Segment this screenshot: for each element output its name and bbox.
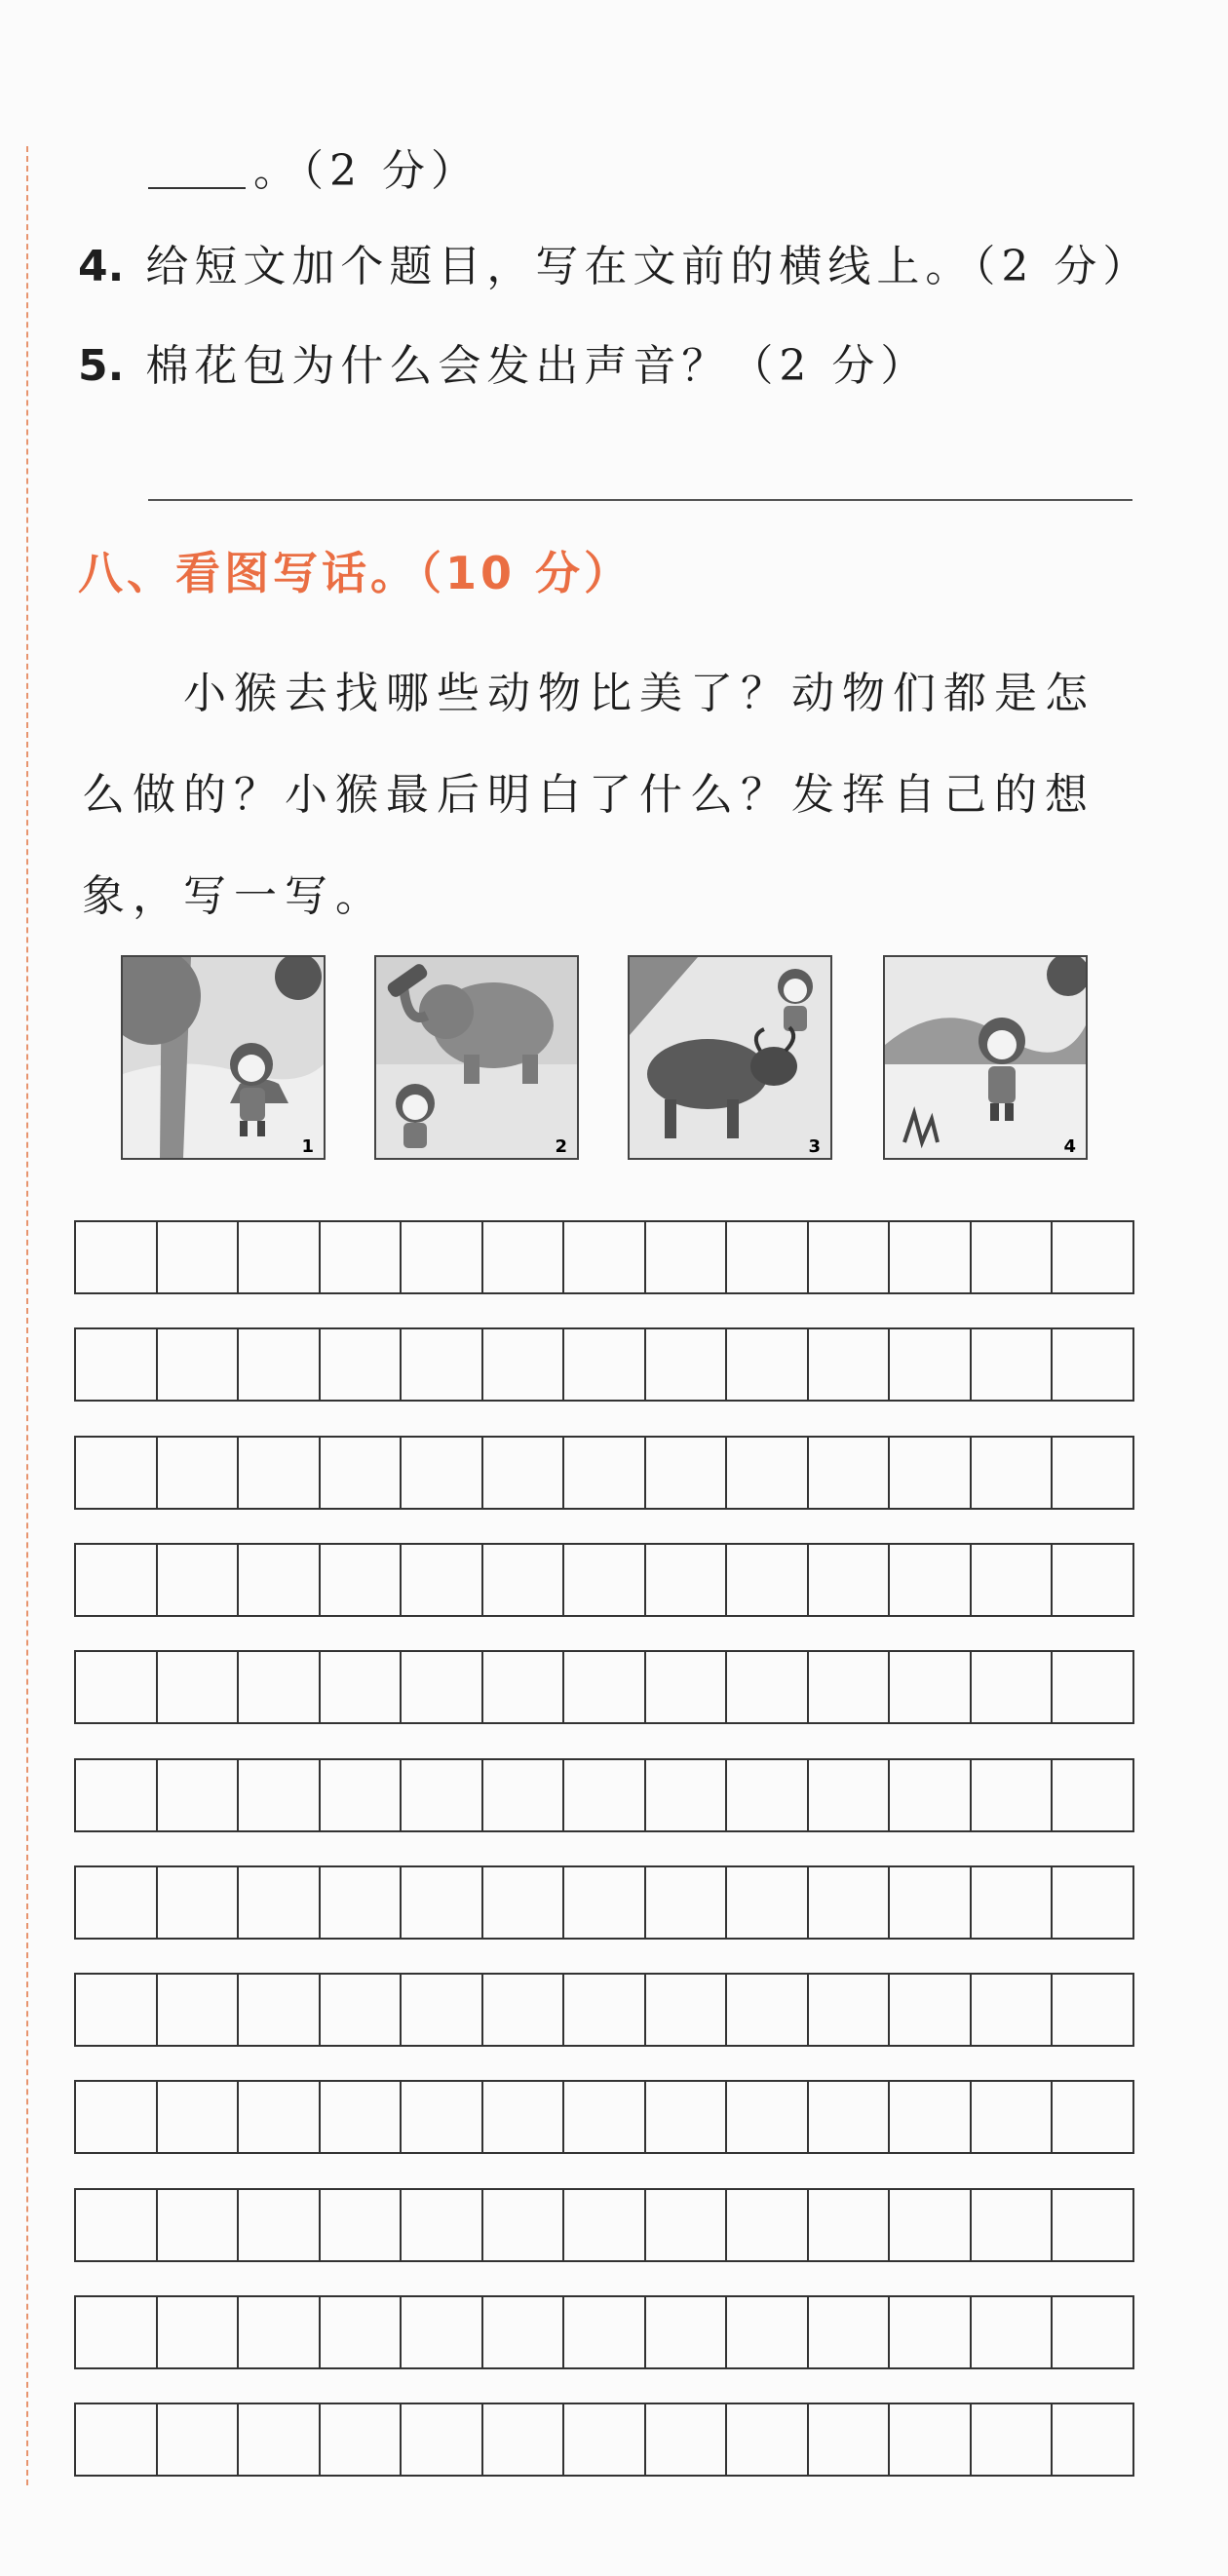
grid-cell[interactable]	[76, 1222, 158, 1292]
grid-cell[interactable]	[321, 1545, 403, 1615]
grid-cell[interactable]	[158, 1329, 240, 1400]
grid-cell[interactable]	[727, 2082, 809, 2152]
panel-number: 1	[301, 1136, 314, 1157]
grid-cell[interactable]	[809, 1867, 891, 1938]
grid-cell[interactable]	[646, 2297, 728, 2367]
grid-cell[interactable]	[76, 2297, 158, 2367]
grid-cell[interactable]	[1053, 2190, 1132, 2260]
grid-cell[interactable]	[727, 1545, 809, 1615]
grid-cell[interactable]	[972, 2082, 1054, 2152]
grid-cell[interactable]	[809, 1438, 891, 1508]
grid-cell[interactable]	[809, 1222, 891, 1292]
grid-cell[interactable]	[402, 1438, 483, 1508]
grid-cell[interactable]	[402, 1545, 483, 1615]
grid-cell[interactable]	[402, 2297, 483, 2367]
grid-cell[interactable]	[564, 1652, 646, 1722]
grid-cell[interactable]	[727, 2404, 809, 2475]
grid-cell[interactable]	[402, 2404, 483, 2475]
grid-cell[interactable]	[321, 1867, 403, 1938]
picture-panel-3	[628, 955, 832, 1160]
grid-cell[interactable]	[972, 2297, 1054, 2367]
grid-cell[interactable]	[239, 2404, 321, 2475]
grid-cell[interactable]	[483, 1652, 565, 1722]
grid-cell[interactable]	[483, 1222, 565, 1292]
picture-panel-4	[883, 955, 1088, 1160]
grid-cell[interactable]	[972, 1438, 1054, 1508]
grid-cell[interactable]	[727, 1329, 809, 1400]
grid-row	[74, 1436, 1134, 1510]
grid-cell[interactable]	[158, 2404, 240, 2475]
grid-cell[interactable]	[646, 1760, 728, 1830]
grid-cell[interactable]	[76, 2190, 158, 2260]
grid-cell[interactable]	[809, 1545, 891, 1615]
grid-cell[interactable]	[564, 1222, 646, 1292]
grid-cell[interactable]	[158, 1652, 240, 1722]
grid-cell[interactable]	[564, 1760, 646, 1830]
writing-prompt: 小猴去找哪些动物比美了？动物们都是怎么做的？小猴最后明白了什么？发挥自己的想象，写一写。	[82, 669, 1095, 921]
grid-cell[interactable]	[646, 2190, 728, 2260]
grid-cell[interactable]	[646, 1222, 728, 1292]
section-heading: 八、看图写话。（10 分）	[78, 547, 633, 599]
grid-row	[74, 1650, 1134, 1724]
grid-cell[interactable]	[158, 1975, 240, 2045]
grid-cell[interactable]	[158, 2297, 240, 2367]
grid-cell[interactable]	[483, 1438, 565, 1508]
grid-cell[interactable]	[564, 2404, 646, 2475]
grid-cell[interactable]	[809, 2297, 891, 2367]
grid-cell[interactable]	[646, 1545, 728, 1615]
grid-row	[74, 2295, 1134, 2369]
grid-cell[interactable]	[564, 2082, 646, 2152]
grid-cell[interactable]	[402, 2190, 483, 2260]
grid-row	[74, 1543, 1134, 1617]
question-4	[78, 238, 1151, 296]
grid-cell[interactable]	[1053, 1867, 1132, 1938]
grid-cell[interactable]	[809, 1975, 891, 2045]
grid-cell[interactable]	[972, 1222, 1054, 1292]
grid-cell[interactable]	[972, 1329, 1054, 1400]
grid-cell[interactable]	[564, 1867, 646, 1938]
question-5	[78, 337, 929, 396]
answer-line[interactable]	[148, 499, 1132, 501]
grid-cell[interactable]	[239, 1867, 321, 1938]
grid-cell[interactable]	[890, 1867, 972, 1938]
grid-cell[interactable]	[239, 2190, 321, 2260]
grid-cell[interactable]	[483, 2190, 565, 2260]
writing-grid[interactable]	[74, 1220, 1134, 2472]
grid-cell[interactable]	[239, 1652, 321, 1722]
grid-cell[interactable]	[809, 1652, 891, 1722]
grid-cell[interactable]	[76, 1329, 158, 1400]
grid-cell[interactable]	[646, 1652, 728, 1722]
grid-cell[interactable]	[646, 2082, 728, 2152]
grid-cell[interactable]	[483, 1545, 565, 1615]
grid-cell[interactable]	[727, 2297, 809, 2367]
grid-cell[interactable]	[646, 1329, 728, 1400]
grid-cell[interactable]	[646, 1975, 728, 2045]
grid-cell[interactable]	[402, 2082, 483, 2152]
grid-cell[interactable]	[239, 2297, 321, 2367]
grid-cell[interactable]	[158, 1438, 240, 1508]
grid-cell[interactable]	[239, 1975, 321, 2045]
grid-cell[interactable]	[564, 1545, 646, 1615]
grid-row	[74, 2080, 1134, 2154]
grid-cell[interactable]	[76, 2082, 158, 2152]
grid-cell[interactable]	[890, 2082, 972, 2152]
grid-cell[interactable]	[321, 1652, 403, 1722]
panel-number: 4	[1063, 1136, 1076, 1157]
grid-cell[interactable]	[890, 1545, 972, 1615]
grid-cell[interactable]	[76, 2404, 158, 2475]
grid-row	[74, 2403, 1134, 2477]
grid-cell[interactable]	[321, 2297, 403, 2367]
grid-cell[interactable]	[76, 1867, 158, 1938]
grid-cell[interactable]	[890, 1760, 972, 1830]
grid-cell[interactable]	[890, 2297, 972, 2367]
grid-cell[interactable]	[1053, 1438, 1132, 1508]
grid-cell[interactable]	[564, 1438, 646, 1508]
grid-cell[interactable]	[483, 2297, 565, 2367]
grid-cell[interactable]	[1053, 1652, 1132, 1722]
grid-cell[interactable]	[727, 1652, 809, 1722]
grid-cell[interactable]	[1053, 2297, 1132, 2367]
grid-cell[interactable]	[402, 1652, 483, 1722]
grid-cell[interactable]	[321, 2190, 403, 2260]
question-number: 5.	[78, 341, 125, 391]
grid-cell[interactable]	[239, 1545, 321, 1615]
grid-row	[74, 1220, 1134, 1294]
grid-cell[interactable]	[972, 1545, 1054, 1615]
grid-cell[interactable]	[564, 1975, 646, 2045]
question-text: 给短文加个题目，写在文前的横线上。（2 分）	[145, 242, 1152, 291]
grid-cell[interactable]	[239, 1222, 321, 1292]
grid-cell[interactable]	[321, 2082, 403, 2152]
answer-blank[interactable]	[148, 142, 246, 189]
grid-cell[interactable]	[239, 2082, 321, 2152]
grid-cell[interactable]	[239, 1438, 321, 1508]
grid-cell[interactable]	[727, 1975, 809, 2045]
grid-cell[interactable]	[809, 1329, 891, 1400]
grid-cell[interactable]	[76, 1975, 158, 2045]
grid-cell[interactable]	[483, 1329, 565, 1400]
grid-cell[interactable]	[972, 2404, 1054, 2475]
picture-panel-1	[121, 955, 326, 1160]
grid-cell[interactable]	[890, 2404, 972, 2475]
question-3-tail-text: 。（2 分）	[253, 146, 480, 196]
grid-cell[interactable]	[76, 1438, 158, 1508]
grid-cell[interactable]	[972, 1760, 1054, 1830]
grid-cell[interactable]	[76, 1760, 158, 1830]
grid-cell[interactable]	[158, 2082, 240, 2152]
margin-dashed-line	[26, 146, 28, 2485]
grid-cell[interactable]	[809, 2082, 891, 2152]
grid-cell[interactable]	[646, 1438, 728, 1508]
grid-cell[interactable]	[402, 1760, 483, 1830]
grid-cell[interactable]	[158, 2190, 240, 2260]
grid-cell[interactable]	[727, 1867, 809, 1938]
picture-strip	[0, 955, 1228, 1160]
grid-cell[interactable]	[402, 1329, 483, 1400]
grid-cell[interactable]	[727, 1438, 809, 1508]
grid-cell[interactable]	[239, 1329, 321, 1400]
grid-cell[interactable]	[564, 2297, 646, 2367]
grid-cell[interactable]	[890, 2190, 972, 2260]
grid-cell[interactable]	[1053, 1975, 1132, 2045]
grid-cell[interactable]	[890, 1222, 972, 1292]
grid-cell[interactable]	[1053, 1222, 1132, 1292]
grid-cell[interactable]	[972, 1867, 1054, 1938]
grid-cell[interactable]	[402, 1867, 483, 1938]
panel-number: 3	[808, 1136, 821, 1157]
grid-cell[interactable]	[321, 2404, 403, 2475]
grid-cell[interactable]	[158, 1760, 240, 1830]
question-number: 4.	[78, 242, 125, 291]
grid-cell[interactable]	[321, 1975, 403, 2045]
grid-row	[74, 1327, 1134, 1402]
grid-cell[interactable]	[890, 1652, 972, 1722]
grid-cell[interactable]	[564, 1329, 646, 1400]
grid-cell[interactable]	[76, 1652, 158, 1722]
grid-cell[interactable]	[1053, 1329, 1132, 1400]
panel-number: 2	[555, 1136, 567, 1157]
grid-cell[interactable]	[564, 2190, 646, 2260]
grid-cell[interactable]	[646, 1867, 728, 1938]
grid-cell[interactable]	[809, 2190, 891, 2260]
grid-row	[74, 1865, 1134, 1940]
grid-cell[interactable]	[972, 1652, 1054, 1722]
grid-cell[interactable]	[646, 2404, 728, 2475]
grid-cell[interactable]	[483, 1975, 565, 2045]
grid-cell[interactable]	[483, 2404, 565, 2475]
grid-cell[interactable]	[158, 1222, 240, 1292]
grid-cell[interactable]	[483, 1760, 565, 1830]
grid-cell[interactable]	[76, 1545, 158, 1615]
grid-cell[interactable]	[972, 2190, 1054, 2260]
grid-cell[interactable]	[890, 1975, 972, 2045]
grid-cell[interactable]	[1053, 2082, 1132, 2152]
picture-panel-2	[374, 955, 579, 1160]
grid-cell[interactable]	[321, 1438, 403, 1508]
grid-cell[interactable]	[239, 1760, 321, 1830]
grid-cell[interactable]	[727, 1760, 809, 1830]
grid-cell[interactable]	[321, 1329, 403, 1400]
grid-cell[interactable]	[158, 1867, 240, 1938]
grid-cell[interactable]	[483, 2082, 565, 2152]
question-3-tail	[148, 142, 480, 201]
question-text: 棉花包为什么会发出声音？（2 分）	[145, 341, 930, 391]
grid-cell[interactable]	[402, 1975, 483, 2045]
grid-cell[interactable]	[321, 1760, 403, 1830]
grid-cell[interactable]	[809, 1760, 891, 1830]
grid-cell[interactable]	[972, 1975, 1054, 2045]
grid-cell[interactable]	[1053, 1545, 1132, 1615]
grid-cell[interactable]	[890, 1329, 972, 1400]
grid-cell[interactable]	[1053, 2404, 1132, 2475]
grid-cell[interactable]	[483, 1867, 565, 1938]
grid-cell[interactable]	[321, 1222, 403, 1292]
grid-cell[interactable]	[727, 1222, 809, 1292]
grid-row	[74, 1758, 1134, 1832]
grid-cell[interactable]	[727, 2190, 809, 2260]
grid-cell[interactable]	[402, 1222, 483, 1292]
grid-row	[74, 1973, 1134, 2047]
grid-cell[interactable]	[1053, 1760, 1132, 1830]
grid-cell[interactable]	[809, 2404, 891, 2475]
grid-cell[interactable]	[890, 1438, 972, 1508]
grid-cell[interactable]	[158, 1545, 240, 1615]
grid-row	[74, 2188, 1134, 2262]
